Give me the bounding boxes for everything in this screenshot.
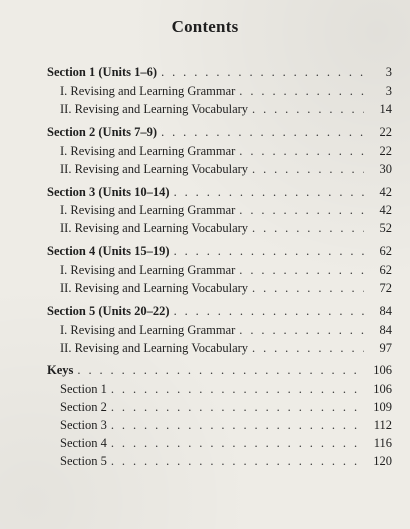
toc-section-heading [47,184,392,200]
dot-leader [77,362,364,378]
toc-page-number: 42 [379,185,392,199]
toc-page-number: 42 [379,203,392,217]
dot-leader [161,124,364,140]
toc-page-number: 84 [379,304,392,318]
toc-section-heading [47,243,392,259]
dot-leader [239,143,364,159]
toc-section-heading [47,124,392,140]
toc-entry-label: Section 4 [60,436,107,450]
toc-entry-label: Section 2 (Units 7–9) [47,125,158,139]
toc-subentry [60,83,392,99]
toc-page-number: 22 [379,144,392,158]
dot-leader [239,202,364,218]
toc-page-number: 116 [373,436,392,450]
toc-subentry [60,399,392,415]
dot-leader [239,83,364,99]
toc-subentry [60,143,392,159]
toc-entry-label: II. Revising and Learning Vocabulary [60,281,249,295]
toc-entry-label: Section 4 (Units 15–19) [47,244,170,258]
toc-subentry [60,417,392,433]
toc-page-number: 52 [379,221,392,235]
dot-leader [111,417,364,433]
toc-page-number: 106 [373,382,392,396]
toc-section-heading [47,362,392,378]
toc-entry-label: Section 2 [60,400,107,414]
dot-leader [111,453,364,469]
dot-leader [111,435,364,451]
toc-entry-label: Section 1 (Units 1–6) [47,65,158,79]
toc-page-number: 120 [373,454,392,468]
toc-subentry [60,435,392,451]
toc-page-number: 62 [379,244,392,258]
toc-page-number: 3 [385,84,392,98]
toc-page-number: 97 [379,341,392,355]
dot-leader [252,280,364,296]
toc-entry-label: I. Revising and Learning Grammar [60,203,236,217]
dot-leader [239,262,364,278]
toc-entry-label: II. Revising and Learning Vocabulary [60,221,249,235]
page-title: Contents [171,17,239,36]
dot-leader [111,381,364,397]
dot-leader [174,184,364,200]
toc-page-number: 22 [379,125,392,139]
toc-entry-label: II. Revising and Learning Vocabulary [60,162,249,176]
toc-subentry [60,101,392,117]
dot-leader [174,303,364,319]
toc-subentry [60,220,392,236]
toc-page-number: 84 [379,323,392,337]
toc-page-number: 112 [373,418,392,432]
dot-leader [252,340,364,356]
toc-page-number: 106 [373,363,392,377]
dot-leader [111,399,364,415]
toc-page-number: 72 [379,281,392,295]
toc-page-number: 30 [379,162,392,176]
toc-section-heading [47,64,392,80]
toc-subentry [60,280,392,296]
toc-entry-label: II. Revising and Learning Vocabulary [60,102,249,116]
toc-subentry [60,322,392,338]
dot-leader [252,220,364,236]
toc-entry-label: I. Revising and Learning Grammar [60,144,236,158]
dot-leader [161,64,364,80]
toc-page-number: 62 [379,263,392,277]
toc-entry-label: II. Revising and Learning Vocabulary [60,341,249,355]
toc-entry-label: Section 3 [60,418,107,432]
toc-subentry [60,340,392,356]
toc-subentry [60,453,392,469]
toc-entry-label: I. Revising and Learning Grammar [60,263,236,277]
toc-section-heading [47,303,392,319]
dot-leader [174,243,364,259]
toc-entry-label: Section 5 [60,454,107,468]
toc-subentry [60,381,392,397]
toc-subentry [60,161,392,177]
toc-entry-label: I. Revising and Learning Grammar [60,84,236,98]
toc-entry-label: Section 5 (Units 20–22) [47,304,170,318]
dot-leader [252,161,364,177]
toc-entry-label: Keys [47,363,74,377]
toc-entry-label: Section 3 (Units 10–14) [47,185,170,199]
toc-subentry [60,262,392,278]
toc-entry-label: I. Revising and Learning Grammar [60,323,236,337]
toc-page-number: 14 [379,102,392,116]
dot-leader [239,322,364,338]
toc-entry-label: Section 1 [60,382,107,396]
dot-leader [252,101,364,117]
toc-page-number: 3 [385,65,392,79]
toc-subentry [60,202,392,218]
toc-page-number: 109 [373,400,392,414]
